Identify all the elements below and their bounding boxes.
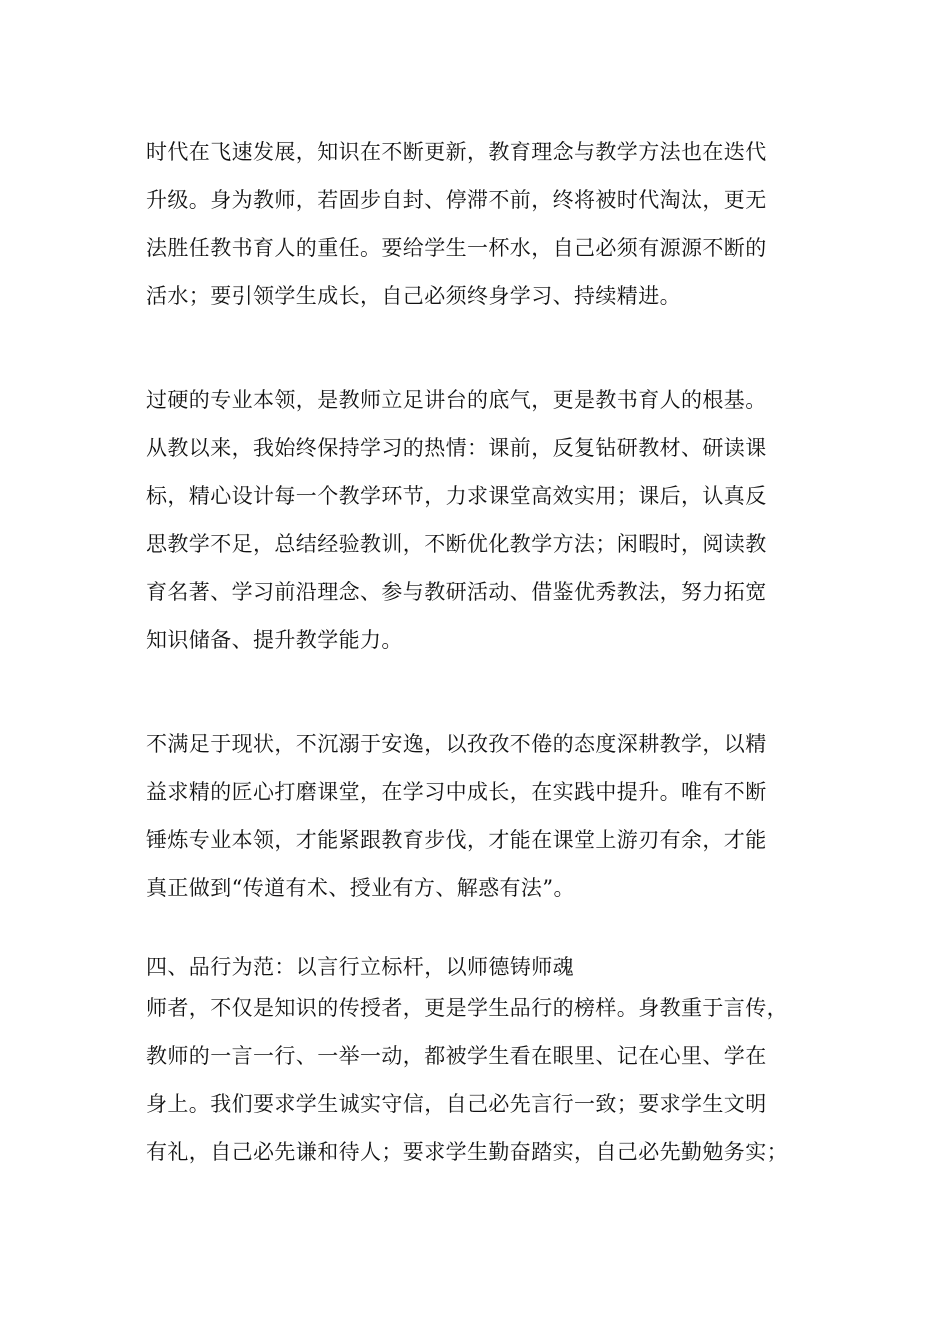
paragraph-line: 有礼，自己必先谦和待人；要求学生勤奋踏实，自己必先勤勉务实； <box>146 1140 788 1164</box>
paragraph-line: 知识储备、提升教学能力。 <box>146 628 403 652</box>
paragraph-line: 教师的一言一行、一举一动，都被学生看在眼里、记在心里、学在 <box>146 1044 767 1068</box>
section-4 <box>146 950 826 1176</box>
paragraph-line: 益求精的匠心打磨课堂，在学习中成长，在实践中提升。唯有不断 <box>146 780 767 804</box>
paragraph-line: 过硬的专业本领，是教师立足讲台的底气，更是教书育人的根基。 <box>146 388 767 412</box>
paragraph-line: 标，精心设计每一个教学环节，力求课堂高效实用；课后，认真反 <box>146 484 767 508</box>
paragraph-line: 身上。我们要求学生诚实守信，自己必先言行一致；要求学生文明 <box>146 1092 767 1116</box>
paragraph-line: 从教以来，我始终保持学习的热情：课前，反复钻研教材、研读课 <box>146 436 767 460</box>
paragraph-2 <box>146 376 826 664</box>
section-heading: 四、品行为范：以言行立标杆，以师德铸师魂 <box>146 955 574 979</box>
paragraph-line: 育名著、学习前沿理念、参与教研活动、借鉴优秀教法，努力拓宽 <box>146 580 767 604</box>
paragraph-line: 法胜任教书育人的重任。要给学生一杯水，自己必须有源源不断的 <box>146 236 767 260</box>
paragraph-line: 升级。身为教师，若固步自封、停滞不前，终将被时代淘汰，更无 <box>146 188 767 212</box>
paragraph-line: 不满足于现状，不沉溺于安逸，以孜孜不倦的态度深耕教学，以精 <box>146 732 767 756</box>
paragraph-line: 真正做到“传道有术、授业有方、解惑有法”。 <box>146 876 575 900</box>
paragraph-line: 师者，不仅是知识的传授者，更是学生品行的榜样。身教重于言传， <box>146 996 788 1020</box>
paragraph-line: 活水；要引领学生成长，自己必须终身学习、持续精进。 <box>146 284 681 308</box>
paragraph-line: 时代在飞速发展，知识在不断更新，教育理念与教学方法也在迭代 <box>146 140 767 164</box>
paragraph-3 <box>146 720 826 912</box>
paragraph-1 <box>146 128 826 320</box>
paragraph-line: 锤炼专业本领，才能紧跟教育步伐，才能在课堂上游刃有余，才能 <box>146 828 767 852</box>
paragraph-line: 思教学不足，总结经验教训，不断优化教学方法；闲暇时，阅读教 <box>146 532 767 556</box>
